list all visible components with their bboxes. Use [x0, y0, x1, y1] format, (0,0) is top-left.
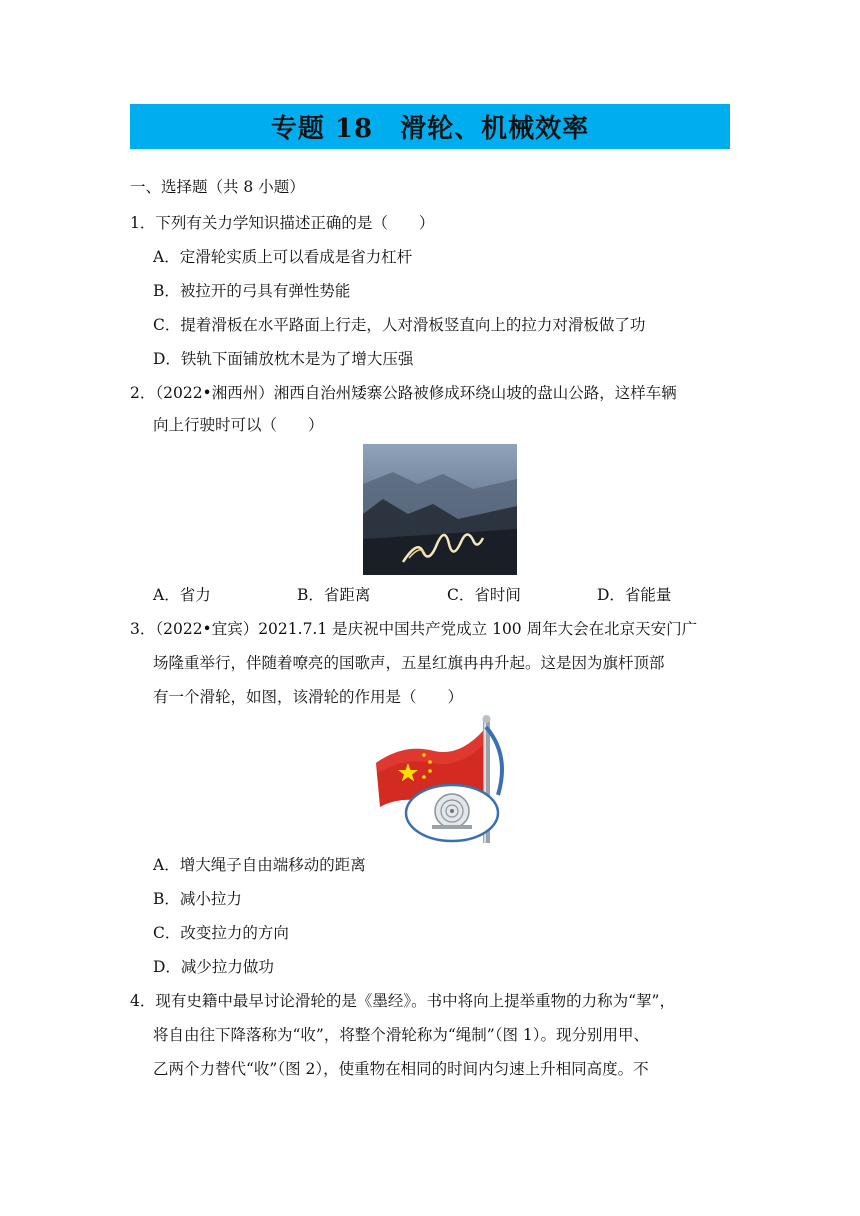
question-4-line-3: 乙两个力替代“收”（图 2），使重物在相同的时间内匀速上升相同高度。不 [153, 1060, 649, 1078]
question-4-line-1: 4．现有史籍中最早讨论滑轮的是《墨经》。书中将向上提举重物的力称为“挈”， [130, 992, 675, 1010]
mountain-road-illustration [363, 444, 517, 575]
question-2-stem-line-1: 2．（2022•湘西州）湘西自治州矮寨公路被修成环绕山坡的盘山公路，这样车辆 [130, 384, 677, 402]
question-3-option-c: C．改变拉力的方向 [153, 924, 289, 942]
question-4-line-2: 将自由往下降落称为“收”，将整个滑轮称为“绳制”（图 1）。现分别用甲、 [153, 1026, 649, 1044]
question-2-option-c: C．省时间 [447, 586, 521, 604]
question-2-option-d: D．省能量 [597, 586, 672, 604]
question-3-option-b: B．减小拉力 [153, 890, 242, 908]
question-3-option-a: A．增大绳子自由端移动的距离 [153, 856, 366, 874]
page-title: 专题 18 滑轮、机械效率 [270, 114, 590, 144]
question-2-option-b: B．省距离 [297, 586, 371, 604]
question-1-option-c: C．提着滑板在水平路面上行走，人对滑板竖直向上的拉力对滑板做了功 [153, 316, 646, 334]
question-2-option-a: A．省力 [153, 586, 211, 604]
question-2-stem-line-2: 向上行驶时可以（ ） [153, 416, 324, 434]
question-3-option-d: D．减少拉力做功 [153, 958, 274, 976]
question-1-stem: 1．下列有关力学知识描述正确的是（ ） [130, 214, 435, 232]
question-1-option-a: A．定滑轮实质上可以看成是省力杠杆 [153, 248, 413, 266]
question-1-option-b: B．被拉开的弓具有弹性势能 [153, 282, 351, 300]
mountain-road-photo [363, 444, 517, 575]
question-2-options [153, 583, 713, 605]
question-1-option-d: D．铁轨下面铺放枕木是为了增大压强 [153, 350, 414, 368]
question-3-stem-line-2: 场隆重举行，伴随着嘹亮的国歌声，五星红旗冉冉升起。这是因为旗杆顶部 [153, 654, 665, 672]
question-3-stem-line-1: 3．（2022•宜宾）2021.7.1 是庆祝中国共产党成立 100 周年大会在北京天安门广 [130, 620, 698, 638]
flag-pulley-figure [374, 715, 516, 843]
section-heading: 一、选择题（共 8 小题） [130, 178, 305, 196]
title-banner [130, 104, 730, 149]
question-3-stem-line-3: 有一个滑轮，如图，该滑轮的作用是（ ） [153, 688, 464, 706]
flag-pulley-illustration [374, 715, 516, 843]
